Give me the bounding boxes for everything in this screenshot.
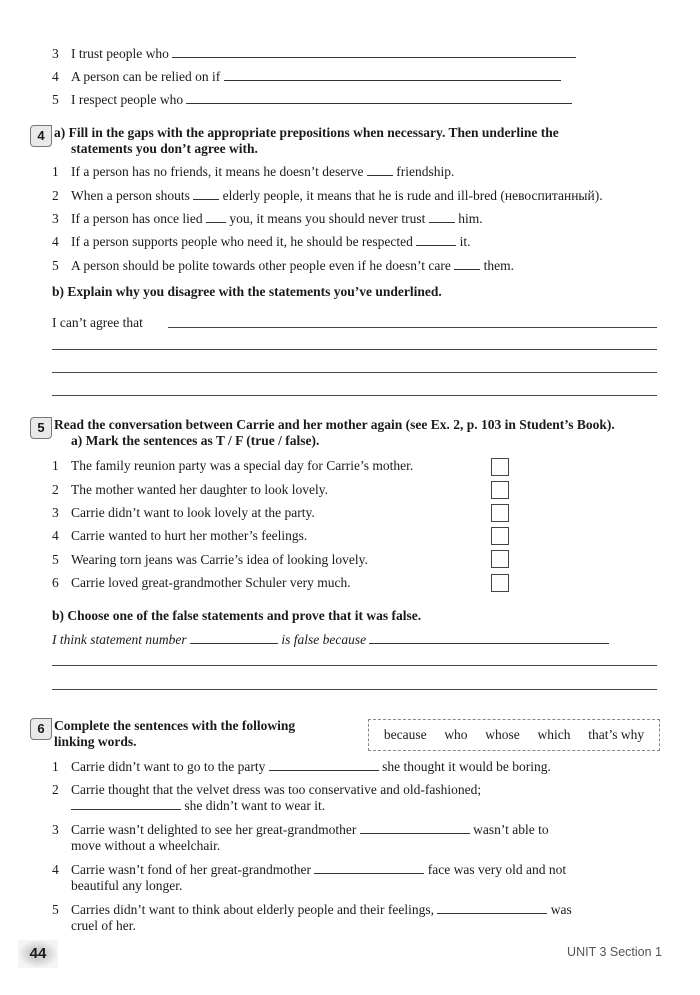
ex5-item-num: 3 — [52, 505, 59, 520]
ex4-instruction-line2: statements you don’t agree with. — [71, 141, 258, 156]
answer-line[interactable] — [52, 665, 657, 666]
answer-line[interactable] — [52, 372, 657, 373]
tf-checkbox[interactable] — [491, 481, 509, 499]
gap-blank[interactable] — [193, 189, 219, 200]
ex6-item-text: face was very old and not — [427, 862, 567, 877]
ex4-item-text: him. — [458, 211, 483, 226]
ex6-item-num: 2 — [52, 782, 59, 797]
ex3-item — [71, 69, 561, 85]
ex4-item-text: If a person has once lied — [71, 211, 203, 226]
answer-blank[interactable] — [190, 633, 278, 644]
ex6-item — [71, 822, 549, 838]
ex4-item-num: 2 — [52, 188, 59, 203]
linking-word: because — [383, 727, 427, 742]
ex4-item — [71, 258, 514, 274]
ex6-item-text: she didn’t want to wear it. — [184, 798, 326, 813]
ex5-item-num: 2 — [52, 482, 59, 497]
linking-word: that’s why — [588, 727, 645, 742]
ex6-instruction-line2: linking words. — [54, 734, 137, 749]
gap-blank[interactable] — [416, 235, 456, 246]
ex6-item-text: Carrie wasn’t fond of her great-grandmother — [71, 862, 312, 877]
gap-blank[interactable] — [206, 212, 226, 223]
ex6-item-text: Carrie wasn’t delighted to see her great-grandmother — [71, 822, 357, 837]
ex6-item-text: Carrie thought that the velvet dress was too conservative and old-fashioned; — [71, 782, 482, 797]
ex4-item-text: When a person shouts — [71, 188, 190, 203]
tf-checkbox[interactable] — [491, 458, 509, 476]
ex3-item-text: I trust people who — [71, 46, 169, 61]
ex4-item-num: 5 — [52, 258, 59, 273]
ex5-item-num: 6 — [52, 575, 59, 590]
ex5-item-text: Wearing torn jeans was Carrie’s idea of looking lovely. — [71, 552, 368, 567]
ex4-item-text: them. — [483, 258, 515, 273]
gap-blank[interactable] — [269, 760, 379, 771]
ex5-b-prompt-start: I think statement number — [52, 632, 187, 647]
ex6-item-text: Carries didn’t want to think about elderly people and their feelings, — [71, 902, 435, 917]
ex6-item — [71, 862, 566, 878]
ex3-item — [71, 92, 572, 108]
answer-line[interactable] — [52, 395, 657, 396]
ex5-b-prompt — [52, 632, 609, 648]
ex3-item — [71, 46, 576, 62]
ex6-item — [71, 759, 551, 775]
ex5-item-num: 1 — [52, 458, 59, 473]
ex4-item-text: elderly people, it means that he is rude and ill-bred (невоспитанный). — [222, 188, 603, 203]
ex3-item-text: A person can be relied on if — [71, 69, 221, 84]
ex5-item-text: Carrie didn’t want to look lovely at the party. — [71, 505, 315, 520]
exercise-number-badge: 5 — [30, 417, 52, 439]
ex4-item — [71, 188, 603, 204]
ex4-item-num: 1 — [52, 164, 59, 179]
ex6-instruction-line1: Complete the sentences with the following — [54, 718, 296, 733]
ex4-b-title: b) Explain why you disagree with the statements you’ve underlined. — [52, 284, 442, 299]
ex4-item — [71, 211, 483, 227]
ex6-item-num: 4 — [52, 862, 59, 877]
linking-word: whose — [485, 727, 520, 742]
gap-blank[interactable] — [437, 903, 547, 914]
answer-line[interactable] — [186, 93, 572, 104]
gap-blank[interactable] — [360, 823, 470, 834]
answer-line[interactable] — [172, 47, 576, 58]
tf-checkbox[interactable] — [491, 504, 509, 522]
ex6-item — [71, 902, 572, 918]
ex4-item-text: If a person has no friends, it means he doesn’t deserve — [71, 164, 364, 179]
ex5-item-text: Carrie wanted to hurt her mother’s feelings. — [71, 528, 308, 543]
linking-word: who — [444, 727, 468, 742]
ex5-b-title: b) Choose one of the false statements and prove that it was false. — [52, 608, 422, 623]
ex4-item — [71, 164, 454, 180]
ex6-item-num: 1 — [52, 759, 59, 774]
gap-blank[interactable] — [429, 212, 455, 223]
ex5-instruction-line1: Read the conversation between Carrie and her mother again (see Ex. 2, p. 103 in Student’s Book). — [54, 417, 615, 432]
ex4-b-prompt: I can’t agree that — [52, 315, 143, 330]
ex5-item-text: The mother wanted her daughter to look lovely. — [71, 482, 329, 497]
gap-blank[interactable] — [71, 799, 181, 810]
tf-checkbox[interactable] — [491, 527, 509, 545]
exercise-number-badge: 4 — [30, 125, 52, 147]
ex6-item-text: Carrie didn’t want to go to the party — [71, 759, 266, 774]
answer-blank[interactable] — [369, 633, 609, 644]
unit-section-label: UNIT 3 Section 1 — [567, 945, 662, 959]
ex5-instruction-line2: a) Mark the sentences as T / F (true / false). — [71, 433, 320, 448]
ex6-item-text: cruel of her. — [71, 918, 136, 933]
ex6-item-text: beautiful any longer. — [71, 878, 183, 893]
ex3-item-num: 3 — [52, 46, 59, 61]
ex4-item-text: A person should be polite towards other people even if he doesn’t care — [71, 258, 451, 273]
ex5-b-prompt-mid: is false because — [281, 632, 367, 647]
answer-line[interactable] — [52, 689, 657, 690]
tf-checkbox[interactable] — [491, 574, 509, 592]
ex5-item-text: The family reunion party was a special day for Carrie’s mother. — [71, 458, 414, 473]
linking-word: which — [537, 727, 571, 742]
ex6-item-text: wasn’t able to — [473, 822, 549, 837]
ex6-item-num: 5 — [52, 902, 59, 917]
gap-blank[interactable] — [314, 863, 424, 874]
ex3-item-num: 5 — [52, 92, 59, 107]
ex5-item-text: Carrie loved great-grandmother Schuler very much. — [71, 575, 351, 590]
ex4-item-text: If a person supports people who need it, he should be respected — [71, 234, 413, 249]
answer-line[interactable] — [52, 349, 657, 350]
gap-blank[interactable] — [454, 259, 480, 270]
ex5-item-num: 5 — [52, 552, 59, 567]
ex4-item-num: 3 — [52, 211, 59, 226]
ex4-instruction-line1: a) Fill in the gaps with the appropriate prepositions when necessary. Then underline the — [54, 125, 559, 140]
ex3-item-text: I respect people who — [71, 92, 184, 107]
ex6-item-text: was — [550, 902, 572, 917]
gap-blank[interactable] — [367, 165, 393, 176]
linking-words-box — [368, 719, 660, 751]
ex6-item-num: 3 — [52, 822, 59, 837]
ex5-item-num: 4 — [52, 528, 59, 543]
ex4-item — [71, 234, 471, 250]
ex4-item-num: 4 — [52, 234, 59, 249]
page-number: 44 — [18, 940, 58, 968]
ex6-item — [71, 798, 325, 814]
ex4-item-text: it. — [459, 234, 471, 249]
answer-line[interactable] — [224, 70, 561, 81]
ex6-item-text: move without a wheelchair. — [71, 838, 221, 853]
answer-line[interactable] — [168, 327, 657, 328]
ex6-item-text: she thought it would be boring. — [382, 759, 551, 774]
ex4-item-text: friendship. — [396, 164, 455, 179]
ex4-item-text: you, it means you should never trust — [229, 211, 426, 226]
tf-checkbox[interactable] — [491, 550, 509, 568]
ex3-item-num: 4 — [52, 69, 59, 84]
exercise-number-badge: 6 — [30, 718, 52, 740]
